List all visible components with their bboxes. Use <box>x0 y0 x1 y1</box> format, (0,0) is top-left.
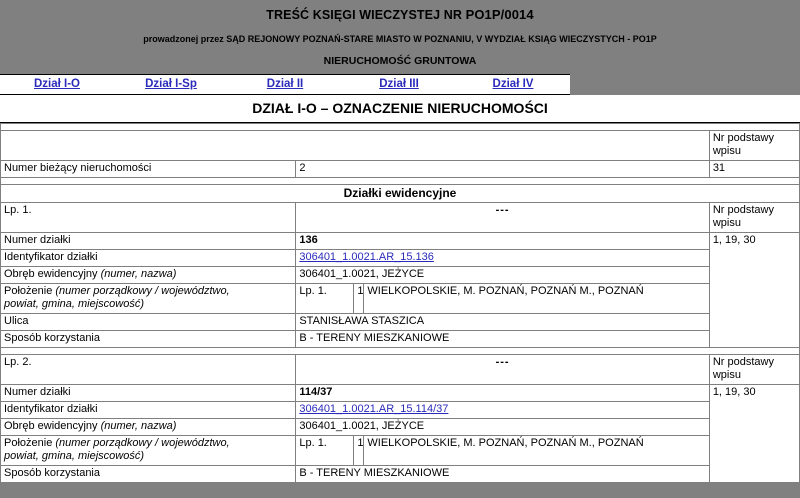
parcel-number-value: 114/37 <box>296 384 709 401</box>
location-row <box>1 283 800 313</box>
location-label-ital2: powiat, gmina, miejscowość) <box>4 297 144 310</box>
kw-number: PO1P/0014 <box>465 7 534 22</box>
spacer-row <box>1 124 800 131</box>
property-number-row <box>1 160 800 177</box>
section-title: DZIAŁ I-O – OZNACZENIE NIERUCHOMOŚCI <box>0 95 800 123</box>
parcel-identifier-link[interactable]: 306401_1.0021.AR_15.136 <box>299 250 434 263</box>
parcel-lp-label: Lp. 2. <box>1 354 296 384</box>
location-value: WIELKOPOLSKIE, M. POZNAŃ, POZNAŃ M., POZNAŃ <box>364 283 709 313</box>
parcel-number-value: 136 <box>296 233 709 250</box>
property-number-basis: 31 <box>709 160 799 177</box>
street-label: Ulica <box>1 313 296 330</box>
register-area-label-ital: (numer, nazwa) <box>100 267 177 280</box>
property-type: NIERUCHOMOŚĆ GRUNTOWA <box>323 55 477 67</box>
parcel-identifier-label: Identyfikator działki <box>1 401 296 418</box>
spacer-row-3 <box>1 347 800 354</box>
parcel-identifier-cell[interactable] <box>296 249 709 266</box>
parcel-basis-header-line2: wpisu <box>712 368 741 381</box>
usage-value: B - TERENY MIESZKANIOWE <box>296 330 709 347</box>
parcels-header-row <box>1 184 800 202</box>
basis-header-empty <box>1 131 710 161</box>
location-value: WIELKOPOLSKIE, M. POZNAŃ, POZNAŃ M., POZNAŃ <box>364 435 709 465</box>
parcel-basis-value: 1, 19, 30 <box>709 384 799 482</box>
register-area-row <box>1 266 800 283</box>
usage-label: Sposób korzystania <box>1 465 296 482</box>
usage-value: B - TERENY MIESZKANIOWE <box>296 465 709 482</box>
parcel-identifier-link[interactable]: 306401_1.0021.AR_15.114/37 <box>299 402 449 415</box>
parcel-basis-header-line2: wpisu <box>712 217 741 230</box>
page-title-prefix: TREŚĆ KSIĘGI WIECZYSTEJ NR <box>266 8 466 22</box>
register-area-label <box>1 418 296 435</box>
basis-header-line1: Nr podstawy <box>712 132 774 144</box>
tab-dzial-i-o[interactable]: Dział I-O <box>33 78 80 90</box>
parcel-basis-header-line1: Nr podstawy <box>712 355 774 368</box>
parcel-lp-label: Lp. 1. <box>1 203 296 233</box>
location-index: 1 <box>354 435 364 465</box>
parcel-identifier-row <box>1 401 800 418</box>
parcel-lp-dash: --- <box>296 203 709 233</box>
register-area-value: 306401_1.0021, JEŻYCE <box>296 266 709 283</box>
document-header <box>0 0 800 67</box>
section-tabs[interactable] <box>0 74 570 95</box>
street-value: STANISŁAWA STASZICA <box>296 313 709 330</box>
register-area-value: 306401_1.0021, JEŻYCE <box>296 418 709 435</box>
register-area-label-ital: (numer, nazwa) <box>100 419 177 432</box>
parcel-basis-header-line1: Nr podstawy <box>712 204 774 217</box>
basis-header-row <box>1 131 800 161</box>
parcel-number-label: Numer działki <box>1 384 296 401</box>
location-lp: Lp. 1. <box>296 435 354 465</box>
location-label-ital1: (numer porządkowy / województwo, <box>55 436 230 449</box>
tab-dzial-iii[interactable]: Dział III <box>379 78 419 90</box>
property-number-label: Numer bieżący nieruchomości <box>1 160 296 177</box>
parcel-lp-row <box>1 203 800 233</box>
parcels-header: Działki ewidencyjne <box>1 184 800 202</box>
parcel-basis-value: 1, 19, 30 <box>709 233 799 348</box>
location-label <box>1 283 296 313</box>
tab-dzial-iv[interactable]: Dział IV <box>492 78 534 90</box>
parcel-lp-row <box>1 354 800 384</box>
parcel-basis-header <box>709 203 799 233</box>
tab-dzial-i-sp[interactable]: Dział I-Sp <box>145 78 197 90</box>
location-index: 1 <box>354 283 364 313</box>
document-table <box>0 123 800 483</box>
parcel-number-label: Numer działki <box>1 233 296 250</box>
street-row <box>1 313 800 330</box>
location-label <box>1 435 296 465</box>
property-number-value: 2 <box>296 160 709 177</box>
register-area-label <box>1 266 296 283</box>
parcel-identifier-row <box>1 249 800 266</box>
parcel-number-row <box>1 233 800 250</box>
register-area-label-text: Obręb ewidencyjny <box>4 267 101 280</box>
location-row <box>1 435 800 465</box>
basis-header-line2: wpisu <box>712 144 741 157</box>
register-area-row <box>1 418 800 435</box>
usage-row <box>1 465 800 482</box>
parcel-identifier-label: Identyfikator działki <box>1 249 296 266</box>
parcel-basis-header <box>709 354 799 384</box>
location-label-text: Położenie <box>4 436 56 449</box>
location-label-text: Położenie <box>4 284 56 297</box>
register-area-label-text: Obręb ewidencyjny <box>4 419 101 432</box>
page-title <box>0 7 800 22</box>
parcel-lp-dash: --- <box>296 354 709 384</box>
parcel-identifier-cell[interactable] <box>296 401 709 418</box>
location-label-ital1: (numer porządkowy / województwo, <box>55 284 230 297</box>
usage-label: Sposób korzystania <box>1 330 296 347</box>
basis-header-cell <box>709 131 799 161</box>
tab-dzial-ii[interactable]: Dział II <box>266 78 304 90</box>
spacer-row-2 <box>1 177 800 184</box>
parcel-number-row <box>1 384 800 401</box>
usage-row <box>1 330 800 347</box>
court-subtitle: prowadzonej przez SĄD REJONOWY POZNAŃ-STARE MIASTO W POZNANIU, V WYDZIAŁ KSIĄG WIECZYSTYCH - PO1P <box>143 34 657 44</box>
location-label-ital2: powiat, gmina, miejscowość) <box>4 449 144 462</box>
location-lp: Lp. 1. <box>296 283 354 313</box>
